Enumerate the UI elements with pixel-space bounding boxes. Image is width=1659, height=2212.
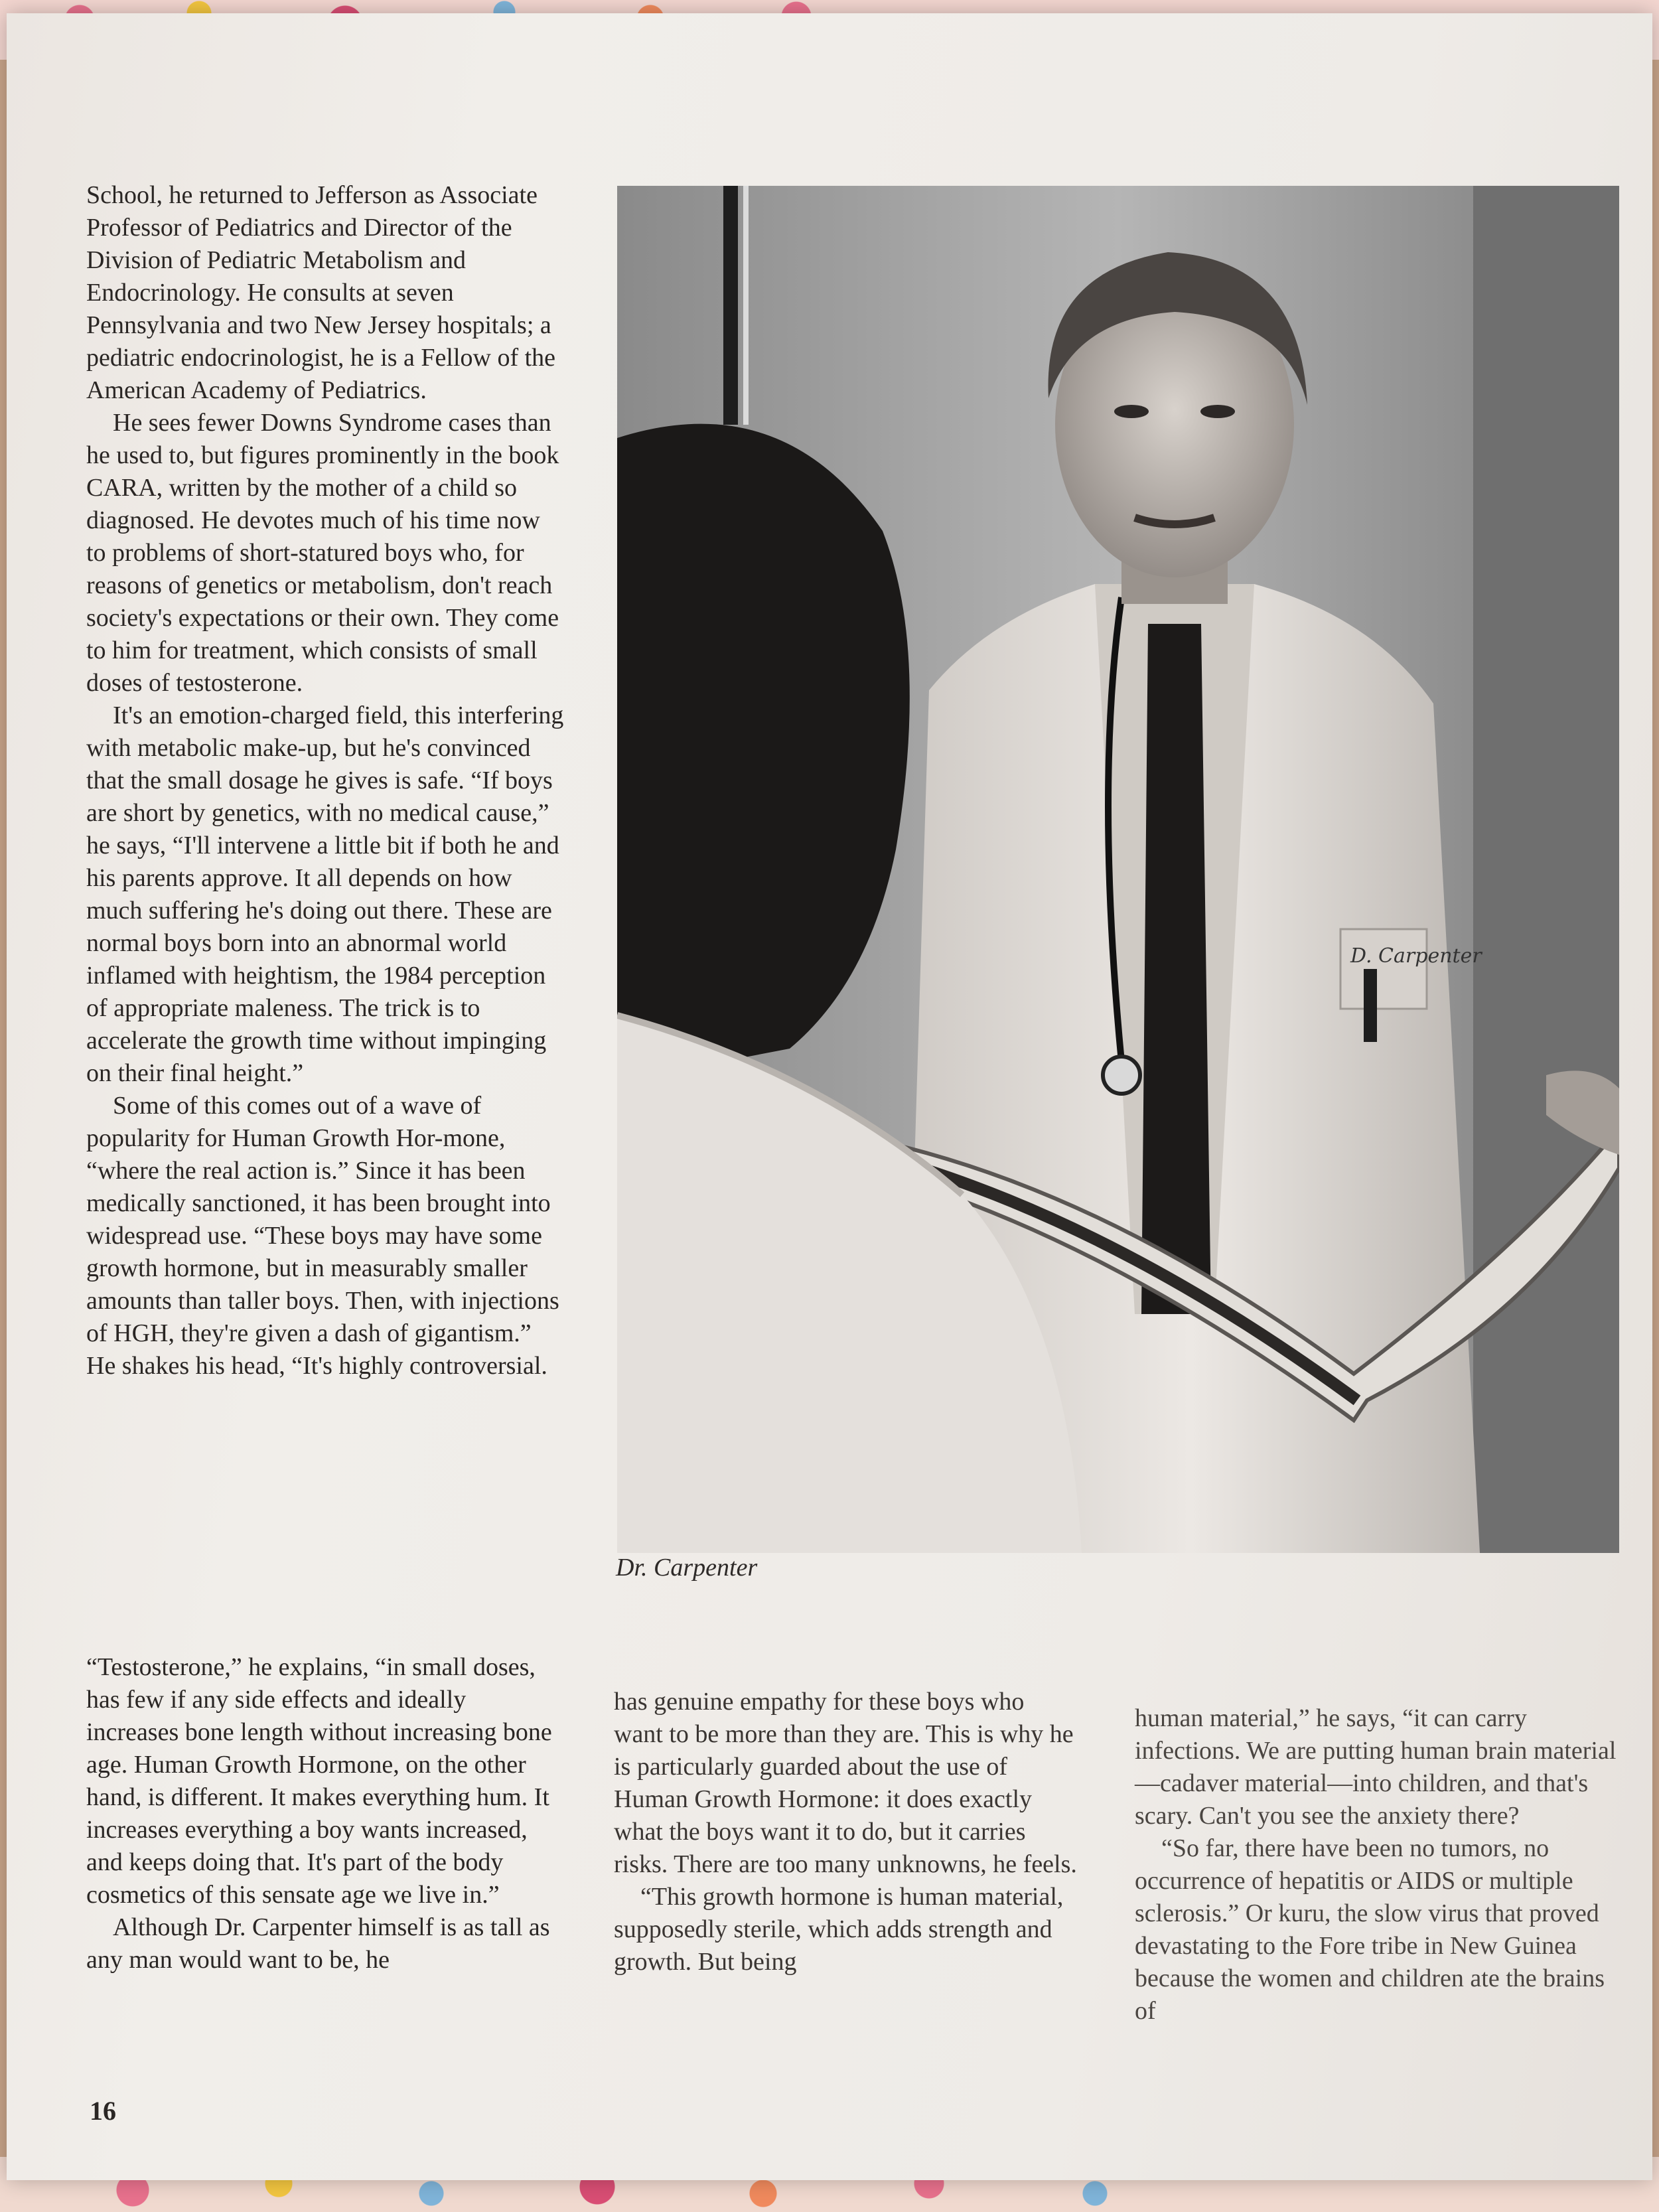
left-column-bottom (86, 1651, 564, 1976)
paragraph: has genuine empathy for these boys who want to be more than they are. This is why he is particularly guarded about the use of Human Growth Hormone: it does exactly what the boys want it to do, but it carries risks. There are too many unknowns, he feels. (614, 1688, 1077, 1878)
paragraph: “This growth hormone is human material, supposedly sterile, which adds strength and growth. But being (614, 1883, 1064, 1976)
page-number: 16 (90, 2096, 116, 2126)
left-column-top (86, 179, 564, 1382)
paragraph: “Testosterone,” he explains, “in small doses, has few if any side effects and ideally increases bone length without increasing bone age. Human Growth Hormone, on the other hand, is different. It makes everything hum. It increases everything a boy wants increased, and keeps doing that. It's part of the body cosmetics of this sensate age we live in.” (86, 1653, 552, 1909)
right-column (1135, 1702, 1626, 2028)
paragraph: It's an emotion-charged field, this interfering with metabolic make-up, but he's convinced that the small dosage he gives is safe. “If boys are short by genetics, with no medical cause,” he says, “I'll intervene a little bit if both he and his parents approve. It all depends on how much suffering he's doing out there. These are normal boys born into an abnormal world inflamed with heightism, the 1984 perception of appropriate maleness. The trick is to accelerate the growth time without impinging on their final height.” (86, 701, 564, 1087)
magazine-page (7, 13, 1652, 2180)
paragraph: human material,” he says, “it can carry infections. We are putting human brain material—cadaver material—into children, and that's scary. Can't you see the anxiety there? (1135, 1704, 1617, 1830)
paragraph: Although Dr. Carpenter himself is as tall as any man would want to be, he (86, 1913, 550, 1974)
paragraph: Some of this comes out of a wave of popularity for Human Growth Hor-mone, “where the real action is.” Since it has been medically sanctioned, it has been brought into widespread use. “These boys may have some growth hormone, but in measurably smaller amounts than taller boys. Then, with injections of HGH, they're given a dash of gigantism.” He shakes his head, “It's highly controversial. (86, 1092, 559, 1380)
paragraph: “So far, there have been no tumors, no occurrence of hepatitis or AIDS or multiple sclerosis.” Or kuru, the slow virus that proved devastating to the Fore tribe in New Guinea because the women and children ate the brains of (1135, 1834, 1605, 2025)
portrait-photo (617, 186, 1619, 1553)
paragraph: He sees fewer Downs Syndrome cases than he used to, but figures prominently in the book CARA, written by the mother of a child so diagnosed. He devotes much of his time now to problems of short-statured boys who, for reasons of genetics or metabolism, don't reach society's expectations or their own. They come to him for treatment, which consists of small doses of testosterone. (86, 409, 559, 697)
paragraph: School, he returned to Jefferson as Associate Professor of Pediatrics and Director of the Division of Pediatric Metabolism and Endocrinology. He consults at seven Pennsylvania and two New Jersey hospitals; a pediatric endocrinologist, he is a Fellow of the American Academy of Pediatrics. (86, 181, 556, 404)
photo-caption: Dr. Carpenter (616, 1554, 758, 1582)
doctor-photo-illustration (617, 186, 1619, 1553)
coat-embroidery: D. Carpenter (1350, 944, 1482, 968)
middle-column (614, 1686, 1078, 1978)
